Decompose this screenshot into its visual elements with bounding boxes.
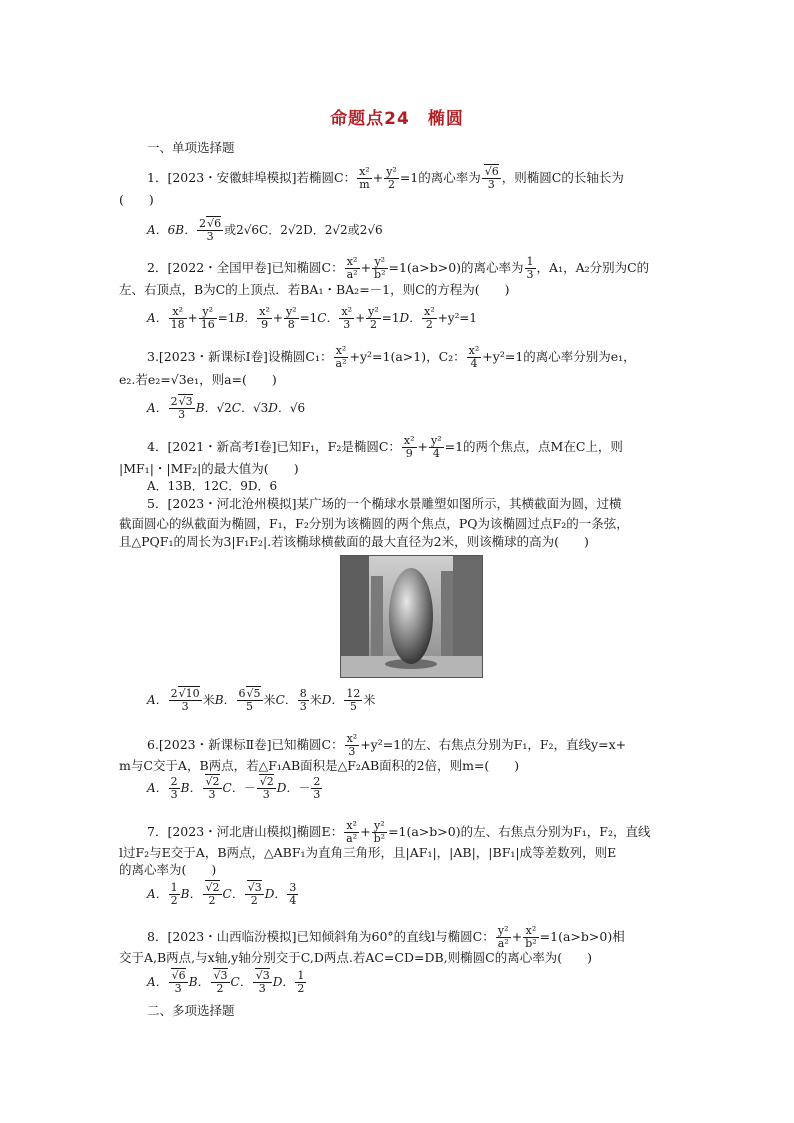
question-3-stem: 3.[2023・新课标Ⅰ卷]设椭圆C₁： $\frac{\text{x²}}{\text{a²}}$ +y²=1(a>1)，C₂： $\frac{\text{x²}}{4}$ +y²=1的离心率分别为e₁， — [147, 344, 636, 370]
question-8-options: A． $\frac{√6}{3}$ B． $\frac{√3}{2}$ C． $\frac{√3}{3}$ D． $\frac{1}{2}$ — [147, 969, 305, 995]
question-6-stem: 6.[2023・新课标Ⅱ卷]已知椭圆C： $\frac{\text{x²}}{3}$ +y²=1的左、右焦点分别为F₁，F₂，直线y=x+ — [147, 732, 627, 758]
section-heading-single: 一、单项选择题 — [147, 140, 235, 155]
question-1-paren: ( ) — [119, 192, 154, 207]
question-5-options: A． $\frac{2√10}{3}$ 米B． $\frac{6√5}{5}$ 米C． $\frac{8}{3}$ 米D． $\frac{12}{5}$ 米 — [147, 687, 376, 713]
question-1-stem: 1．[2023・安徽蚌埠模拟]若椭圆C： $\frac{\text{x²}}{m}$ + $\frac{\text{y²}}{2}$ =1的离心率为 $\frac{√6}{3}$ ，则椭圆C的长轴长为 — [147, 165, 624, 191]
question-6-options: A． $\frac{2}{3}$ B． $\frac{√2}{3}$ C．－ $\frac{√2}{3}$ D．－ $\frac{2}{3}$ — [147, 775, 321, 801]
question-4-options: A．13B．12C．9D．6 — [147, 479, 278, 493]
question-3-stem-cont: e₂.若e₂=√3e₁，则a=( ) — [119, 372, 277, 387]
question-3-options: A． $\frac{2√3}{3}$ B．√2C．√3D．√6 — [147, 395, 306, 421]
question-4-stem: 4．[2021・新高考Ⅰ卷]已知F₁，F₂是椭圆C： $\frac{\text{x²}}{9}$ + $\frac{\text{y²}}{4}$ =1的两个焦点，点M在C上，则 — [147, 434, 623, 460]
question-5-stem-2: 截面圆心的纵截面为椭圆，F₁，F₂分别为该椭圆的两个焦点，PQ为该椭圆过点F₂的一条弦， — [119, 516, 629, 531]
question-4-stem-cont: |MF₁|・|MF₂|的最大值为( ) — [119, 461, 299, 476]
question-8-stem-cont: 交于A,B两点,与x轴,y轴分别交于C,D两点.若AC=CD=DB,则椭圆C的离心率为( ) — [119, 950, 592, 965]
question-2-options: A． $\frac{\text{x²}}{18}$ + $\frac{\text{y²}}{16}$ =1B． $\frac{\text{x²}}{9}$ + $\frac{\text{y²}}{8}$ =1C． $\frac{\text{x²}}{3}$ + $\frac{\text{y²}}{2}$ =1D． $\frac{\text{x²}}{2}$ +y²=1 — [147, 305, 478, 331]
question-7-options: A． $\frac{1}{2}$ B． $\frac{√2}{2}$ C． $\frac{√3}{2}$ D． $\frac{3}{4}$ — [147, 881, 297, 907]
question-1-options: A．6B． $\frac{2√6}{3}$ 或2√6C．2√2D．2√2或2√6 — [147, 217, 383, 243]
question-5-stem-1: 5．[2023・河北沧州模拟]某广场的一个椭球水景雕塑如图所示，其横截面为圆，过横 — [147, 496, 622, 511]
question-5-stem-3: 且△PQF₁的周长为3|F₁F₂|.若该椭球横截面的最大直径为2米，则该椭球的高为( ) — [119, 534, 589, 549]
question-2-stem: 2．[2022・全国甲卷]已知椭圆C： $\frac{\text{x²}}{\text{a²}}$ + $\frac{\text{y²}}{\text{b²}}$ =1(a>b>0)的离心率为 $\frac{1}{3}$ ，A₁，A₂分别为C的 — [147, 255, 650, 281]
question-2-stem-cont: 左、右顶点，B为C的上顶点．若BA₁・BA₂=－1，则C的方程为( ) — [119, 282, 510, 297]
section-heading-multi: 二、多项选择题 — [147, 1003, 235, 1018]
page-title: 命题点24 椭圆 — [330, 109, 464, 129]
question-7-stem: 7．[2023・河北唐山模拟]椭圆E： $\frac{\text{x²}}{\text{a²}}$ + $\frac{\text{y²}}{\text{b²}}$ =1(a>b>0)的左、右焦点分别为F₁，F₂，直线 — [147, 819, 651, 845]
ellipsoid-sculpture-photo — [340, 555, 483, 678]
question-7-stem-cont-2: 的离心率为( ) — [119, 862, 217, 877]
question-6-stem-cont: m与C交于A，B两点，若△F₁AB面积是△F₂AB面积的2倍，则m=( ) — [119, 758, 520, 773]
question-7-stem-cont-1: l过F₂与E交于A，B两点，△ABF₁为直角三角形，且|AF₁|，|AB|，|BF₁|成等差数列，则E — [119, 845, 617, 860]
question-8-stem: 8．[2023・山西临汾模拟]已知倾斜角为60°的直线l与椭圆C： $\frac{\text{y²}}{\text{a²}}$ + $\frac{\text{x²}}{\text{b²}}$ =1(a>b>0)相 — [147, 924, 625, 950]
